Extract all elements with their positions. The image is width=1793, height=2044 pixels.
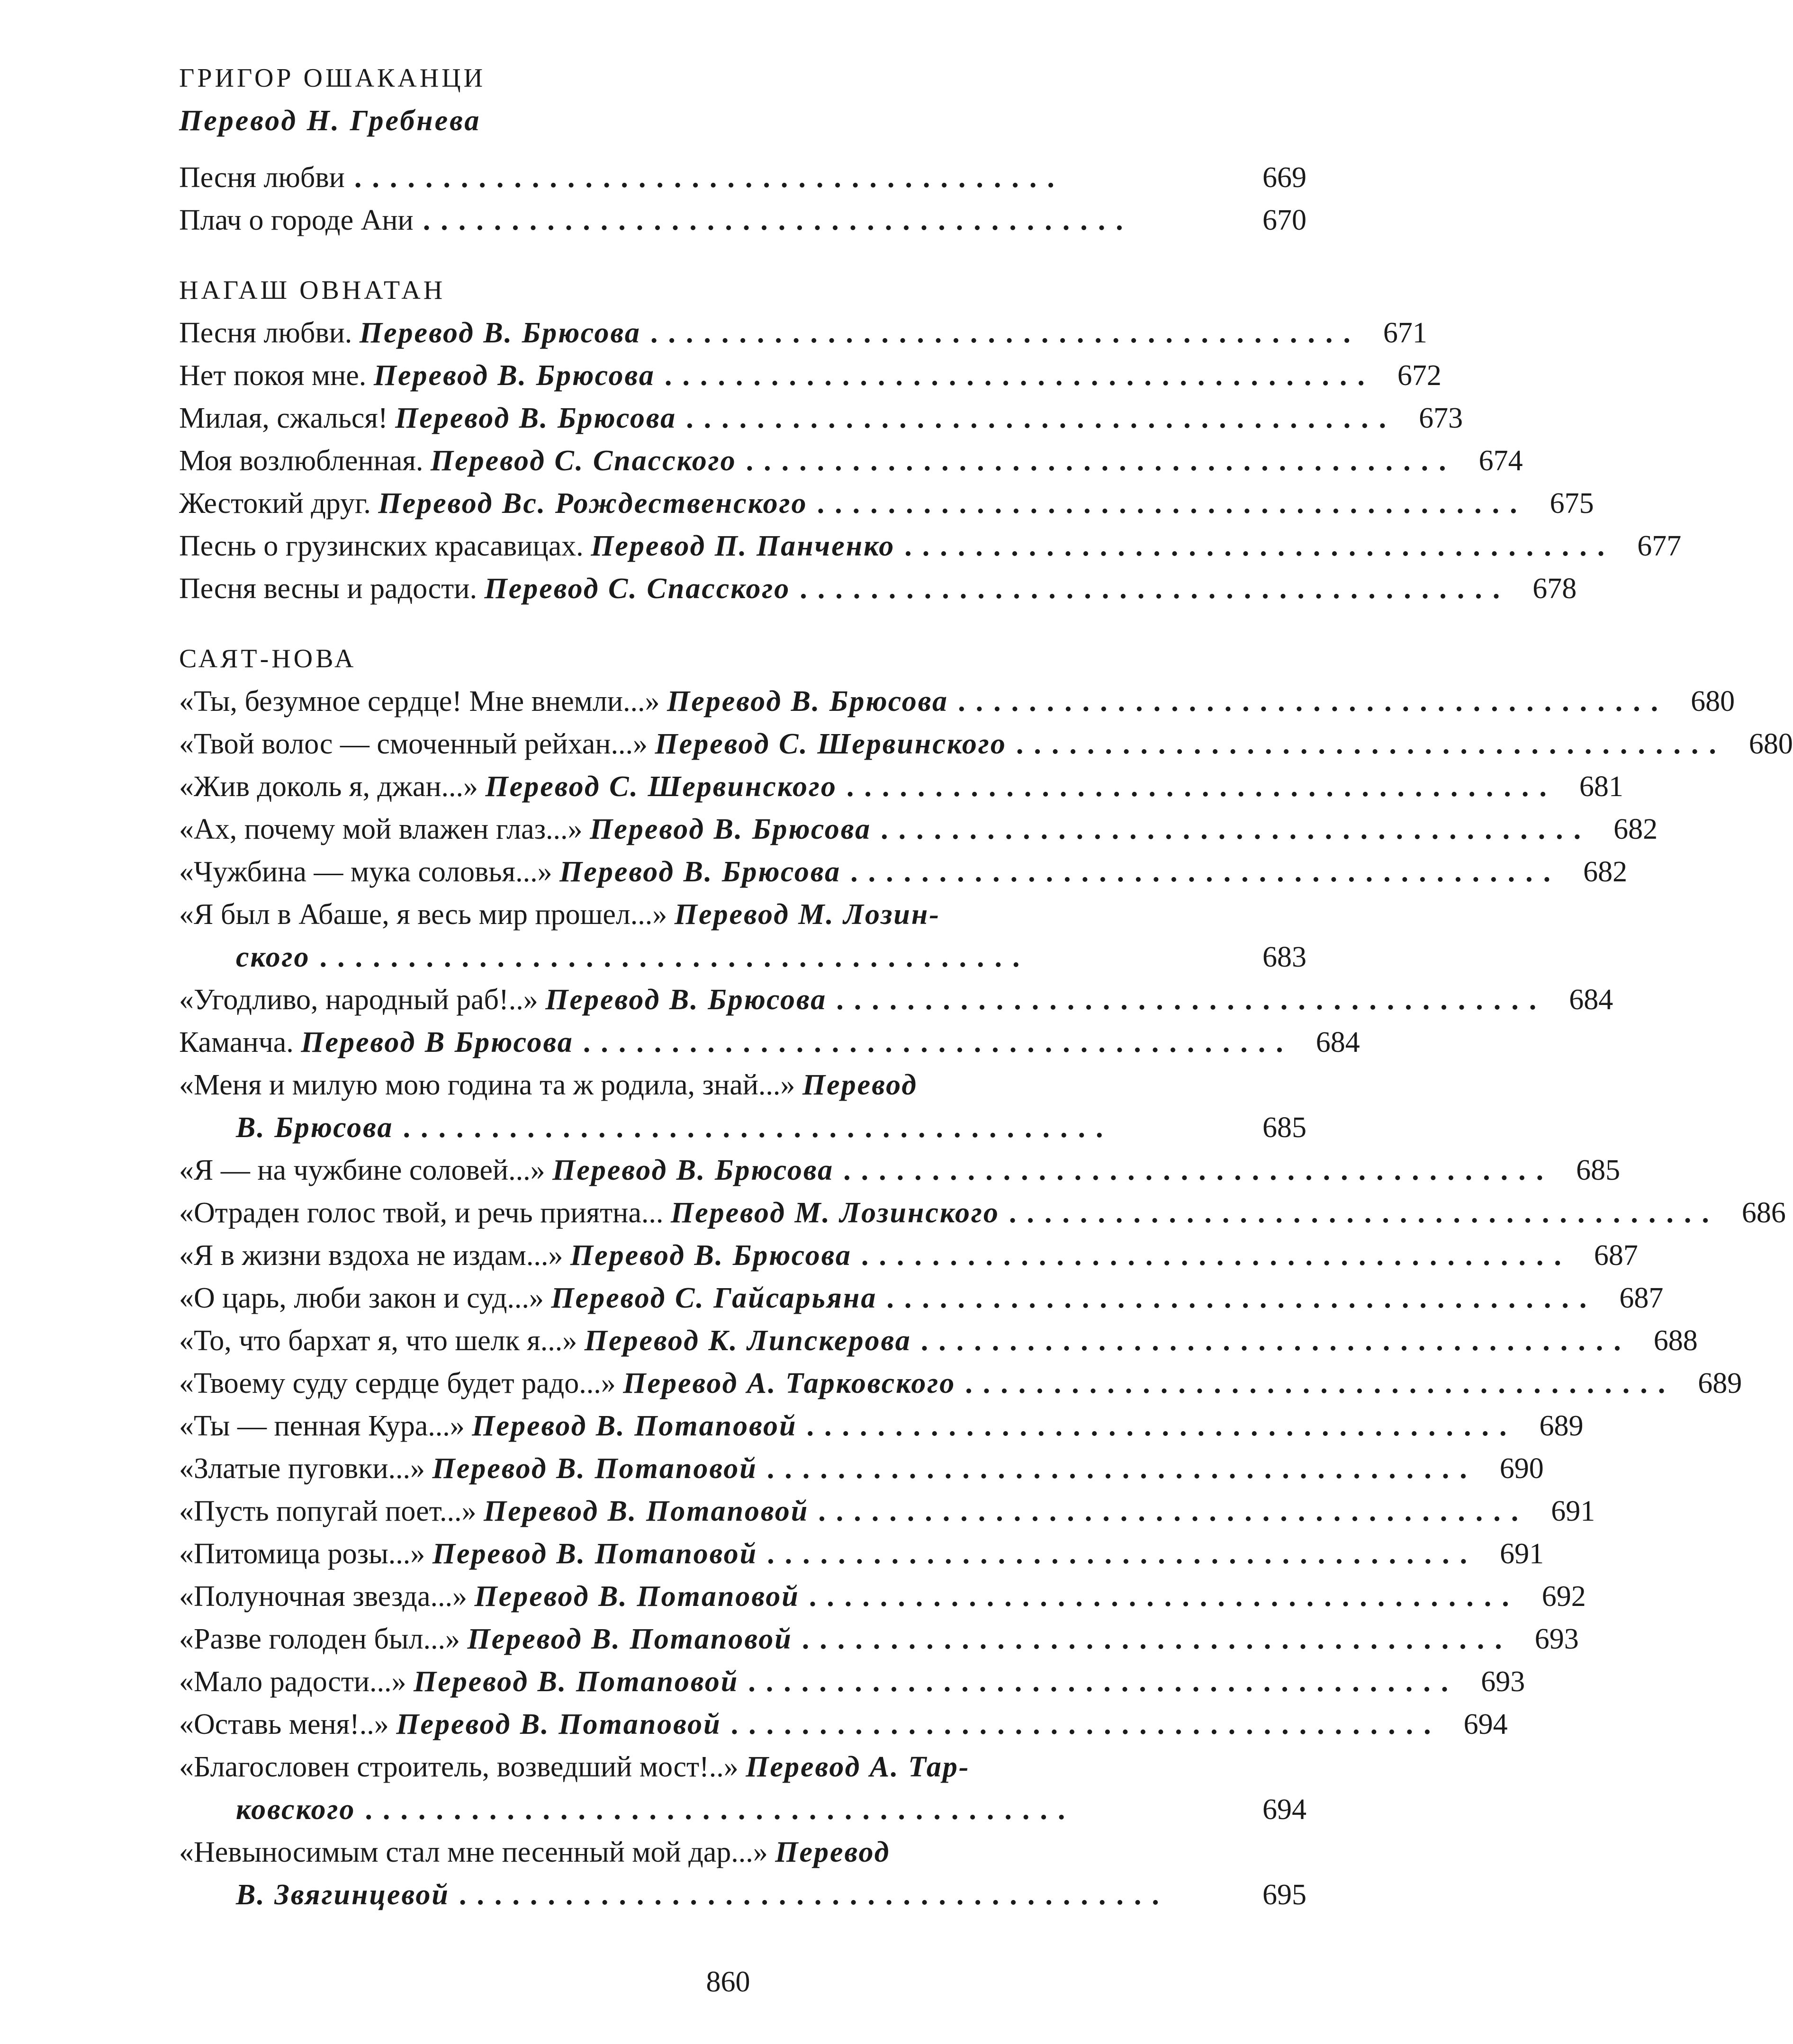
entry-translator: Перевод С. Спасского xyxy=(430,445,737,477)
entry-title: «Угодливо, народный раб!..» xyxy=(179,984,546,1016)
entry-translator: Перевод В. Потаповой xyxy=(484,1495,809,1527)
toc-line xyxy=(179,851,1628,893)
toc-entry[interactable] xyxy=(179,1533,1544,1575)
toc-line xyxy=(179,525,1682,567)
toc-entry[interactable] xyxy=(179,1064,1306,1149)
leader-dots: ........................................ xyxy=(958,685,1669,717)
author-name: САЯТ-НОВА xyxy=(179,644,357,673)
toc-line xyxy=(179,765,1623,808)
entry-text xyxy=(179,978,827,1021)
entry-page-number: 671 xyxy=(1383,317,1427,349)
toc-entry[interactable] xyxy=(179,893,1306,978)
entry-translator: Перевод С. Шервинского xyxy=(485,771,837,803)
toc-line xyxy=(179,1831,1306,1874)
entry-text xyxy=(179,1447,757,1490)
entry-title: «Невыносимым стал мне песенный мой дар...» xyxy=(179,1836,775,1868)
entry-text xyxy=(179,567,790,610)
leader-dots: ........................................ xyxy=(748,1666,1459,1698)
entry-title: Моя возлюбленная. xyxy=(179,445,431,477)
toc-line xyxy=(179,1405,1584,1447)
entry-title: «Чужбина — мука соловья...» xyxy=(179,856,560,888)
leader-dots: ........................................ xyxy=(664,359,1375,392)
leader-dots: ........................................ xyxy=(730,1708,1442,1740)
toc-line xyxy=(179,1106,1306,1149)
entry-text xyxy=(179,312,641,354)
entry-text xyxy=(179,525,895,567)
entry-translator: Перевод В. Потаповой xyxy=(432,1538,758,1570)
entry-translator: Перевод Вс. Рождественского xyxy=(378,487,808,520)
entry-title: Песня весны и радости. xyxy=(179,573,485,605)
toc-line xyxy=(179,1447,1544,1490)
entry-text xyxy=(179,482,808,525)
entry-translator: Перевод С. Спасского xyxy=(484,573,791,605)
leader-dots: ........................................ xyxy=(806,1410,1517,1442)
toc-line xyxy=(179,156,1306,199)
entry-text xyxy=(179,808,871,851)
toc-entry[interactable] xyxy=(179,1831,1306,1916)
leader-dots: ........................................ xyxy=(766,1452,1478,1485)
toc-line xyxy=(179,1234,1638,1277)
toc-entry[interactable] xyxy=(179,978,1613,1021)
entry-page-number: 691 xyxy=(1500,1538,1544,1570)
leader-dots: ........................................ xyxy=(650,317,1361,349)
leader-dots: ........................................ xyxy=(904,530,1615,562)
entry-translator: Перевод В. Брюсова xyxy=(570,1239,852,1272)
entry-title: «Благословен строитель, возведший мост!..» xyxy=(179,1751,746,1783)
leader-dots: ........................................ xyxy=(354,161,1065,194)
entry-title: Каманча. xyxy=(179,1026,301,1058)
toc-line xyxy=(179,808,1658,851)
entry-text xyxy=(179,1660,739,1703)
entry-text xyxy=(179,893,940,936)
toc-line xyxy=(179,1192,1786,1234)
entry-translator: Перевод М. Лозин- xyxy=(674,898,940,931)
entry-text xyxy=(179,1405,797,1447)
leader-dots: ........................................ xyxy=(365,1793,1076,1826)
entry-text xyxy=(179,1490,809,1533)
author-section xyxy=(179,269,1682,610)
toc-line xyxy=(179,1490,1595,1533)
toc-line xyxy=(179,1660,1525,1703)
entry-title: «Меня и милую мою година та ж родила, знай...» xyxy=(179,1069,802,1101)
toc-line xyxy=(179,1319,1698,1362)
toc-entry[interactable] xyxy=(179,723,1793,765)
entry-title: «Твой волос — смоченный рейхан...» xyxy=(179,728,655,760)
toc-entry[interactable] xyxy=(179,1703,1508,1746)
entry-translator: Перевод В. Брюсова xyxy=(395,402,677,434)
entry-page-number: 686 xyxy=(1741,1197,1786,1229)
toc-entry[interactable] xyxy=(179,397,1463,439)
table-of-contents xyxy=(179,57,1793,1944)
entry-translator: Перевод В. Брюсова xyxy=(559,856,841,888)
leader-dots: ........................................ xyxy=(423,204,1134,236)
toc-line xyxy=(179,1575,1586,1618)
entry-title: «Разве голоден был...» xyxy=(179,1623,468,1655)
toc-entry[interactable] xyxy=(179,567,1577,610)
toc-entry[interactable] xyxy=(179,439,1523,482)
toc-entry[interactable] xyxy=(179,1149,1621,1192)
toc-entry[interactable] xyxy=(179,1362,1742,1405)
leader-dots: ........................................ xyxy=(403,1112,1114,1144)
toc-line xyxy=(179,1149,1621,1192)
toc-line xyxy=(179,978,1613,1021)
entry-page-number: 677 xyxy=(1637,530,1682,562)
entry-title: «О царь, люби закон и суд...» xyxy=(179,1282,551,1314)
entry-title: «Я в жизни вздоха не издам...» xyxy=(179,1239,570,1272)
entry-translator: Перевод В. Потаповой xyxy=(474,1580,800,1613)
entry-text xyxy=(179,1831,890,1874)
entry-page-number: 683 xyxy=(1262,941,1306,973)
leader-dots: ........................................ xyxy=(886,1282,1597,1314)
toc-entry[interactable] xyxy=(179,851,1628,893)
entry-translator: Перевод В. Брюсова xyxy=(545,984,827,1016)
toc-line xyxy=(179,312,1427,354)
entry-page-number: 672 xyxy=(1397,359,1442,392)
entry-translator: Перевод А. Тарковского xyxy=(623,1367,956,1399)
entry-title: «То, что бархат я, что шелк я...» xyxy=(179,1325,585,1357)
entry-translator: Перевод П. Панченко xyxy=(591,530,895,562)
entry-text xyxy=(179,354,655,397)
leader-dots: ........................................ xyxy=(817,487,1528,520)
entry-translator: ского xyxy=(236,941,310,973)
entry-page-number: 692 xyxy=(1541,1580,1586,1613)
toc-entry[interactable] xyxy=(179,1618,1579,1660)
entry-page-number: 680 xyxy=(1748,728,1793,760)
entry-title: Плач о городе Ани xyxy=(179,204,414,236)
author-name: НАГАШ ОВНАТАН xyxy=(179,276,446,305)
toc-line xyxy=(179,1277,1664,1319)
toc-line xyxy=(179,567,1577,610)
entry-text xyxy=(179,680,948,723)
entry-page-number: 682 xyxy=(1583,856,1628,888)
leader-dots: ........................................ xyxy=(1009,1197,1720,1229)
entry-text xyxy=(179,1703,721,1746)
entry-translator: Перевод В Брюсова xyxy=(301,1026,574,1058)
leader-dots: ........................................ xyxy=(746,445,1457,477)
entry-title: Жестокий друг. xyxy=(179,487,378,520)
entry-title: «Я был в Абаше, я весь мир прошел...» xyxy=(179,898,675,931)
toc-line xyxy=(179,354,1442,397)
entry-page-number: 693 xyxy=(1481,1666,1525,1698)
toc-line xyxy=(179,199,1306,242)
entry-text xyxy=(179,1149,834,1192)
entry-text xyxy=(179,1319,911,1362)
toc-entry[interactable] xyxy=(179,312,1427,354)
entry-page-number: 689 xyxy=(1539,1410,1584,1442)
entry-title: «Оставь меня!..» xyxy=(179,1708,396,1740)
leader-dots: ........................................ xyxy=(920,1325,1631,1357)
toc-line xyxy=(179,723,1793,765)
toc-line xyxy=(179,1618,1579,1660)
entry-page-number: 688 xyxy=(1653,1325,1698,1357)
entry-text xyxy=(179,1575,800,1618)
toc-entry[interactable] xyxy=(179,1405,1584,1447)
toc-entry[interactable] xyxy=(179,1490,1595,1533)
toc-entry[interactable] xyxy=(179,680,1735,723)
toc-entry[interactable] xyxy=(179,1575,1586,1618)
entry-translator: Перевод К. Липскерова xyxy=(584,1325,911,1357)
entry-text xyxy=(179,1106,393,1149)
entry-translator: Перевод В. Потаповой xyxy=(396,1708,721,1740)
toc-line xyxy=(179,397,1463,439)
toc-entry[interactable] xyxy=(179,765,1623,808)
toc-entry[interactable] xyxy=(179,354,1442,397)
leader-dots: ........................................ xyxy=(800,573,1511,605)
entry-text xyxy=(179,1618,793,1660)
entry-page-number: 674 xyxy=(1478,445,1523,477)
entry-translator: Перевод С. Шервинского xyxy=(655,728,1007,760)
toc-entry[interactable] xyxy=(179,1021,1360,1064)
entry-page-number: 682 xyxy=(1613,813,1658,845)
entry-translator: Перевод xyxy=(775,1836,891,1868)
entry-title: Песня любви xyxy=(179,161,345,194)
entry-page-number: 691 xyxy=(1551,1495,1595,1527)
toc-line xyxy=(179,1533,1544,1575)
leader-dots: ........................................ xyxy=(850,856,1561,888)
entry-text xyxy=(179,1234,852,1277)
entry-text xyxy=(179,439,737,482)
leader-dots: ........................................ xyxy=(965,1367,1676,1399)
toc-entry[interactable] xyxy=(179,156,1306,199)
entry-page-number: 685 xyxy=(1262,1112,1306,1144)
leader-dots: ........................................ xyxy=(1016,728,1727,760)
entry-title: «Отраден голос твой, и речь приятна... xyxy=(179,1197,671,1229)
toc-entry[interactable] xyxy=(179,525,1682,567)
entry-translator: Перевод М. Лозинского xyxy=(670,1197,1000,1229)
entry-page-number: 689 xyxy=(1698,1367,1742,1399)
entry-page-number: 670 xyxy=(1262,204,1306,236)
leader-dots: ........................................ xyxy=(818,1495,1529,1527)
entry-text xyxy=(179,723,1007,765)
entry-text xyxy=(179,765,837,808)
leader-dots: ........................................ xyxy=(843,1154,1554,1186)
entry-page-number: 673 xyxy=(1419,402,1463,434)
leader-dots: ........................................ xyxy=(686,402,1397,434)
toc-line xyxy=(179,936,1306,978)
entry-title: «Полуночная звезда...» xyxy=(179,1580,475,1613)
entry-title: Нет покоя мне. xyxy=(179,359,374,392)
entry-title: Милая, сжалься! xyxy=(179,402,396,434)
entry-page-number: 684 xyxy=(1569,984,1613,1016)
entry-text xyxy=(179,1277,877,1319)
toc-line xyxy=(179,1788,1306,1831)
toc-entry[interactable] xyxy=(179,808,1658,851)
entry-page-number: 687 xyxy=(1619,1282,1664,1314)
toc-entry[interactable] xyxy=(179,1234,1638,1277)
leader-dots: ........................................ xyxy=(846,771,1557,803)
entry-text xyxy=(179,1874,450,1916)
entry-translator: В. Брюсова xyxy=(236,1112,394,1144)
entry-page-number: 693 xyxy=(1534,1623,1579,1655)
toc-line xyxy=(179,1874,1306,1916)
entry-text xyxy=(179,1788,355,1831)
toc-entry[interactable] xyxy=(179,199,1306,242)
entry-translator: ковского xyxy=(236,1793,356,1826)
entry-title: «Твоему суду сердце будет радо...» xyxy=(179,1367,623,1399)
toc-line xyxy=(179,482,1594,525)
entry-page-number: 694 xyxy=(1262,1793,1306,1826)
entry-title: Песнь о грузинских красавицах. xyxy=(179,530,591,562)
toc-entry[interactable] xyxy=(179,482,1594,525)
entry-translator: Перевод xyxy=(802,1069,918,1101)
leader-dots: ........................................ xyxy=(767,1538,1478,1570)
entry-page-number: 684 xyxy=(1315,1026,1360,1058)
leader-dots: ........................................ xyxy=(881,813,1592,845)
entry-page-number: 694 xyxy=(1463,1708,1508,1740)
entry-title: Песня любви. xyxy=(179,317,360,349)
toc-entry[interactable] xyxy=(179,1447,1544,1490)
entry-translator: Перевод А. Тар- xyxy=(746,1751,970,1783)
entry-title: «Жив доколь я, джан...» xyxy=(179,771,486,803)
entry-text xyxy=(179,156,345,199)
author-name: ГРИГОР ОШАКАНЦИ xyxy=(179,63,486,93)
toc-line xyxy=(179,439,1523,482)
entry-translator: Перевод В. Потаповой xyxy=(467,1623,793,1655)
toc-entry[interactable] xyxy=(179,1192,1786,1234)
entry-text xyxy=(179,1192,1000,1234)
leader-dots: ........................................ xyxy=(583,1026,1294,1058)
leader-dots: ........................................ xyxy=(802,1623,1513,1655)
toc-line xyxy=(179,1362,1742,1405)
entry-translator: Перевод В. Брюсова xyxy=(359,317,641,349)
leader-dots: ........................................ xyxy=(836,984,1547,1016)
toc-entry[interactable] xyxy=(179,1746,1306,1831)
entry-title: «Ты, безумное сердце! Мне внемли...» xyxy=(179,685,667,717)
leader-dots: ........................................ xyxy=(861,1239,1572,1272)
leader-dots: ........................................ xyxy=(459,1879,1170,1911)
entry-translator: В. Звягинцевой xyxy=(236,1879,450,1911)
entry-translator: Перевод В. Брюсова xyxy=(590,813,872,845)
leader-dots: ........................................ xyxy=(319,941,1030,973)
toc-line xyxy=(179,680,1735,723)
entry-text xyxy=(179,936,310,978)
entry-text xyxy=(179,1746,970,1788)
entry-translator: Перевод В. Брюсова xyxy=(552,1154,834,1186)
entry-page-number: 685 xyxy=(1576,1154,1621,1186)
entry-text xyxy=(179,1362,955,1405)
entry-title: «Ты — пенная Кура...» xyxy=(179,1410,472,1442)
toc-entry[interactable] xyxy=(179,1277,1664,1319)
entry-text xyxy=(179,1064,918,1106)
entry-page-number: 695 xyxy=(1262,1879,1306,1911)
entry-title: «Я — на чужбине соловей...» xyxy=(179,1154,553,1186)
entry-translator: Перевод В. Потаповой xyxy=(432,1452,757,1485)
toc-line xyxy=(179,1021,1360,1064)
author-translator: Перевод Н. Гребнева xyxy=(179,105,481,137)
entry-text xyxy=(179,199,414,242)
entry-translator: Перевод В. Брюсова xyxy=(667,685,949,717)
toc-line xyxy=(179,893,1306,936)
entry-page-number: 669 xyxy=(1262,161,1306,194)
toc-line xyxy=(179,1064,1306,1106)
entry-page-number: 687 xyxy=(1594,1239,1638,1272)
entry-title: «Мало радости...» xyxy=(179,1666,414,1698)
entry-text xyxy=(179,1533,757,1575)
entry-text xyxy=(179,397,676,439)
entry-title: «Питомица розы...» xyxy=(179,1538,432,1570)
entry-page-number: 690 xyxy=(1499,1452,1544,1485)
entry-title: «Златые пуговки...» xyxy=(179,1452,432,1485)
entry-text xyxy=(179,851,841,893)
entry-page-number: 681 xyxy=(1579,771,1623,803)
toc-entry[interactable] xyxy=(179,1319,1698,1362)
entry-page-number: 675 xyxy=(1550,487,1594,520)
toc-entry[interactable] xyxy=(179,1660,1525,1703)
entry-translator: Перевод С. Гайсарьяна xyxy=(551,1282,877,1314)
author-section xyxy=(179,57,1306,242)
entry-title: «Ах, почему мой влажен глаз...» xyxy=(179,813,590,845)
entry-translator: Перевод В. Брюсова xyxy=(373,359,655,392)
entry-page-number: 678 xyxy=(1532,573,1577,605)
page-number: 860 xyxy=(706,1966,750,1998)
leader-dots: ........................................ xyxy=(809,1580,1520,1613)
entry-translator: Перевод В. Потаповой xyxy=(472,1410,797,1442)
entry-translator: Перевод В. Потаповой xyxy=(414,1666,739,1698)
author-section xyxy=(179,637,1793,1916)
toc-line xyxy=(179,1703,1508,1746)
entry-page-number: 680 xyxy=(1691,685,1735,717)
entry-text xyxy=(179,1021,574,1064)
toc-line xyxy=(179,1746,1306,1788)
entry-title: «Пусть попугай поет...» xyxy=(179,1495,484,1527)
